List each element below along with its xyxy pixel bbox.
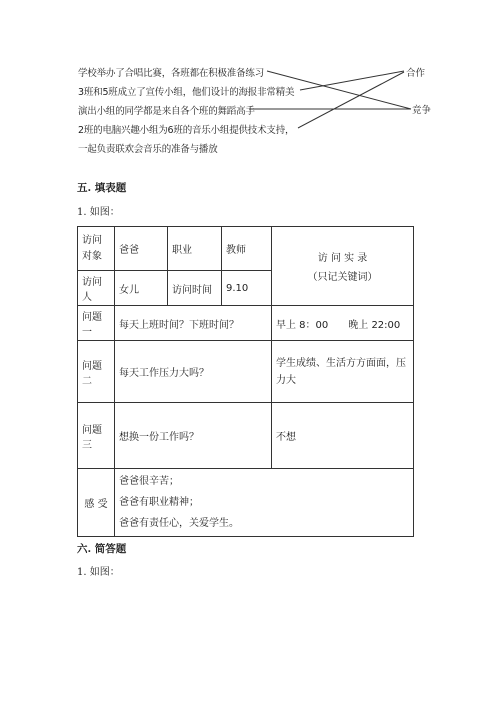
q3-question: 想换一份工作吗？ (115, 403, 272, 469)
cell-job: 教师 (222, 227, 272, 271)
option-competition: 竞争 (412, 105, 432, 116)
q2-label: 问题二 (78, 341, 115, 403)
matching-lines (0, 0, 500, 160)
statement-3: 演出小组的同学都是来自各个班的舞蹈高手 (78, 106, 255, 117)
statement-1: 学校举办了合唱比赛，各班都在积极准备练习 (78, 68, 265, 79)
statement-2: 3班和5班成立了宣传小组，他们设计的海报非常精美 (78, 87, 295, 98)
cell-job-label: 职业 (168, 227, 222, 271)
statement-4: 2班的电脑兴趣小组为6班的音乐小组提供技术支持， (78, 125, 295, 136)
record-title: 访 问 实 录 (317, 253, 368, 264)
q1-label: 问题一 (78, 306, 115, 341)
cell-record-header (272, 227, 414, 306)
feeling-3: 爸爸有责任心，关爱学生。 (119, 518, 239, 529)
match-line-1 (267, 71, 411, 109)
feeling-label: 感 受 (78, 469, 115, 537)
cell-interviewee-label: 访问对象 (78, 227, 115, 271)
section-6-title: 六. 简答题 (77, 543, 127, 555)
section-6-question: 1. 如图： (77, 567, 120, 578)
section-5-question: 1. 如图： (77, 207, 120, 218)
interview-table (77, 226, 414, 537)
cell-interviewee: 爸爸 (115, 227, 168, 271)
record-note: （只记关键词） (307, 272, 378, 283)
q3-label: 问题三 (78, 403, 115, 469)
cell-interviewer: 女儿 (115, 271, 168, 306)
statement-5: 一起负责联欢会音乐的准备与播放 (78, 144, 218, 155)
feeling-list (115, 469, 414, 537)
cell-time-label: 访问时间 (168, 271, 222, 306)
q3-answer: 不想 (272, 403, 414, 469)
feeling-1: 爸爸很辛苦； (119, 476, 179, 487)
cell-time: 9.10 (222, 271, 272, 306)
section-5-title: 五. 填表题 (77, 182, 127, 194)
q1-question: 每天上班时间？下班时间？ (115, 306, 272, 341)
q2-answer: 学生成绩、生活方方面面，压力大 (272, 341, 414, 403)
q1-answer: 早上 8：00 晚上 22:00 (272, 306, 414, 341)
feeling-2: 爸爸有职业精神； (119, 497, 199, 508)
cell-interviewer-label: 访问人 (78, 271, 115, 306)
option-cooperation: 合作 (406, 68, 426, 79)
q2-question: 每天工作压力大吗？ (115, 341, 272, 403)
